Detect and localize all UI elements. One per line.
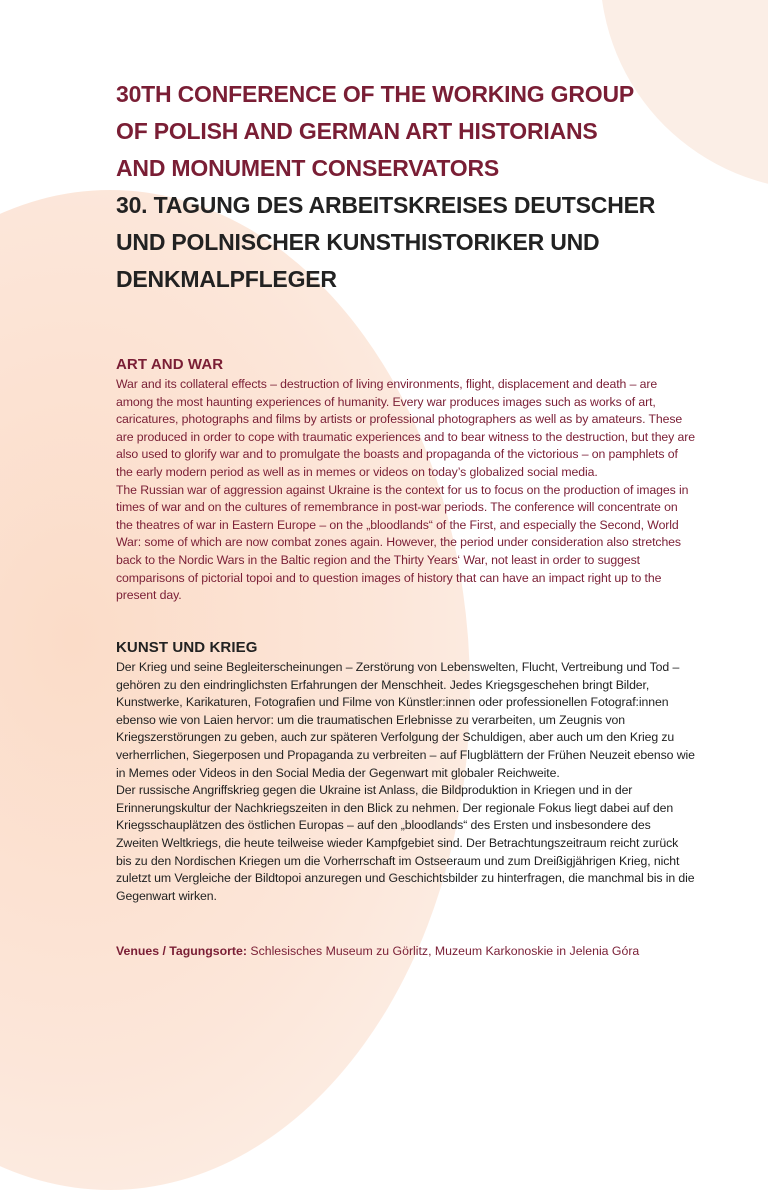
venues-label: Venues / Tagungsorte: <box>116 944 247 958</box>
title-en-line: 30TH CONFERENCE OF THE WORKING GROUP <box>116 81 634 107</box>
conference-title <box>116 76 716 298</box>
section-title-kunst-und-krieg: KUNST UND KRIEG <box>116 639 258 656</box>
venues-line <box>116 942 706 960</box>
title-en-line: OF POLISH AND GERMAN ART HISTORIANS <box>116 118 598 144</box>
venues-text: Schlesisches Museum zu Görlitz, Muzeum Karkonoskie in Jelenia Góra <box>250 944 640 958</box>
paragraph: Der Krieg und seine Begleiterscheinungen – Zerstörung von Lebenswelten, Flucht, Vertreibung und Tod – gehören zu den eindringlichsten Erfahrungen der Menschheit. Jedes Kriegsgeschehen bringt Bilder, Kunstwerke, Karikaturen, Fotografien und Filme von Künstler:innen oder professionellen Fotograf:innen ebenso wie von Laien hervor: um die traumatischen Erlebnisse zu verarbeiten, um Zeugnis von Kriegszerstörungen zu geben, auch zur späteren Verfolgung der Schuldigen, aber auch um den Krieg zu verherrlichen, Siegerposen und Propaganda zu verbreiten – auf Flugblättern der Frühen Neuzeit ebenso wie in Memes oder Videos in den Social Media der Gegenwart mit globaler Reichweite. <box>116 660 695 780</box>
section-kunst-und-krieg <box>116 638 696 905</box>
title-de-line: UND POLNISCHER KUNSTHISTORIKER UND <box>116 229 600 255</box>
title-de-line: DENKMALPFLEGER <box>116 266 337 292</box>
section-title-art-and-war: ART AND WAR <box>116 356 224 373</box>
paragraph: The Russian war of aggression against Ukraine is the context for us to focus on the production of images in times of war and on the cultures of remembrance in post-war periods. The conference will concentrate on the theatres of war in Eastern Europe – on the „bloodlands“ of the First, and especially the Second, World War: some of which are now combat zones again. However, the period under consideration also stretches back to the Nordic Wars in the Baltic region and the Thirty Years‘ War, not least in order to suggest comparisons of pictorial topoi and to question images of history that can have an impact right up to the present day. <box>116 482 689 603</box>
title-de-line: 30. TAGUNG DES ARBEITSKREISES DEUTSCHER <box>116 192 656 218</box>
paragraph: Der russische Angriffskrieg gegen die Ukraine ist Anlass, die Bildproduktion in Kriegen und in der Erinnerungskultur der Nachkriegszeiten in den Blick zu nehmen. Der regionale Fokus liegt dabei auf den Kriegsschauplätzen des östlichen Europas – auf den „bloodlands“ des Ersten und insbesondere des Zweiten Weltkriegs, die heute teilweise wieder Kampfgebiet sind. Der Betrachtungszeitraum reicht zurück bis zu den Nordischen Kriegen um die Vorherrschaft im Ostseeraum und zum Dreißigjährigen Krieg, nicht zuletzt um Vergleiche der Bildtopoi anzuregen und Geschichtsbilder zu hinterfragen, die manchmal bis in die Gegenwart wirken. <box>116 783 695 903</box>
section-art-and-war <box>116 355 696 605</box>
title-en-line: AND MONUMENT CONSERVATORS <box>116 155 500 181</box>
paragraph: War and its collateral effects – destruction of living environments, flight, displacement and death – are among the most haunting experiences of humanity. Every war produces images such as works of art, caricatures, photographs and films by artists or professional photographers as well as by amateurs. These are produced in order to cope with traumatic experiences and to bear witness to the destruction, but they are also used to glorify war and to promulgate the boasts and propaganda of the victorious – on pamphlets of the early modern period as well as in memes or videos on today’s globalized social media. <box>116 377 696 479</box>
